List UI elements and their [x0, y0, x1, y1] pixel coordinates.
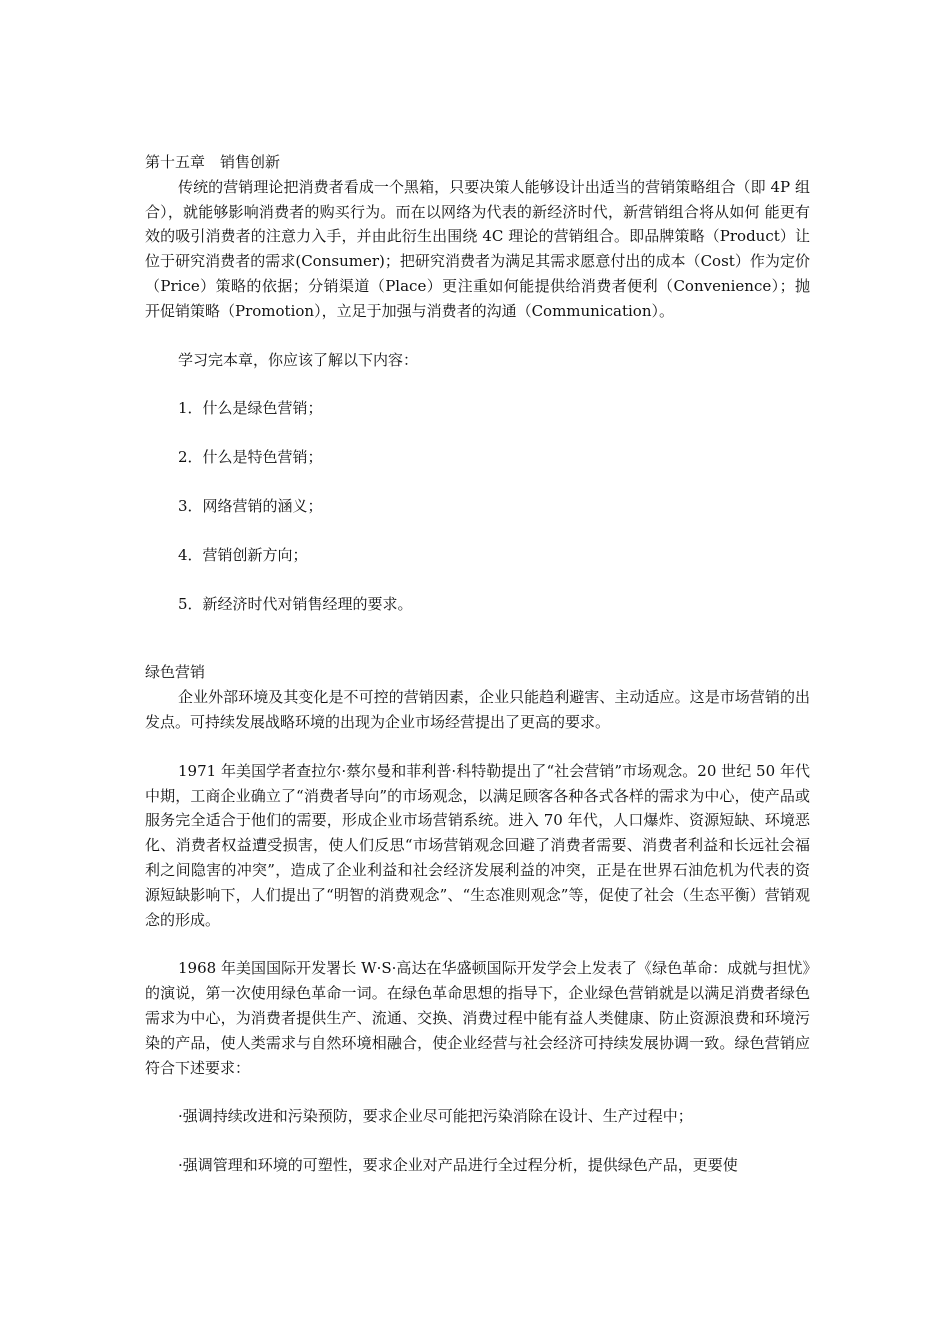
objectives-lead: 学习完本章，你应该了解以下内容： [178, 350, 419, 369]
spacer [145, 1080, 810, 1104]
section-paragraph: 企业外部环境及其变化是不可控的营销因素，企业只能趋利避害、主动适应。这是市场营销的出发点。可持续发展战略环境的出现为企业市场经营提出了更高的要求。 [145, 688, 810, 731]
requirement-item: ·强调持续改进和污染预防，要求企业尽可能把污染消除在设计、生产过程中； [178, 1107, 693, 1126]
spacer [145, 932, 810, 956]
spacer [145, 421, 810, 445]
chapter-title: 第十五章 销售创新 [145, 153, 281, 171]
spacer [145, 519, 810, 543]
section-title: 绿色营销 [145, 663, 206, 682]
requirement-item: ·强调管理和环境的可塑性，要求企业对产品进行全过程分析，提供绿色产品，更要使 [178, 1156, 738, 1175]
objective-item: 4．营销创新方向； [178, 545, 308, 564]
section-paragraph: 1968 年美国国际开发署长 W·S·高达在华盛顿国际开发学会上发表了《绿色革命：成就与担忧》的演说，第一次使用绿色革命一词。在绿色革命思想的指导下，企业绿色营销就是以满足消费者绿色需求为中心，为消费者提供生产、流通、交换、消费过程中能有益人类健康、防止资源浪费和环境污染的产品，使人类需求与自然环境相融合，使企业经营与社会经济可持续发展协调一致。绿色营销应符合下述要求： [145, 959, 810, 1077]
spacer [145, 324, 810, 348]
section-paragraph: 1971 年美国学者查拉尔·蔡尔曼和菲利普·科特勒提出了“社会营销”市场观念。20 世纪 50 年代中期，工商企业确立了“消费者导向”的市场观念，以满足顾客各种各式各样的需求为中心，使产品或服务完全适合于他们的需要，形成企业市场营销系统。进入 70 年代，人口爆炸、资源短缺、环境恶化、消费者权益遭受损害，使人们反思“市场营销观念回避了消费者需要、消费者利益和长远社会福利之间隐害的冲突”，造成了企业利益和社会经济发展利益的冲突，正是在世界石油危机为代表的资源短缺影响下，人们提出了“明智的消费观念”、“生态准则观念”等，促使了社会（生态平衡）营销观念的形成。 [145, 761, 810, 929]
spacer [145, 735, 810, 759]
objective-item: 1．什么是绿色营销； [178, 399, 323, 418]
spacer [145, 372, 810, 396]
spacer [145, 470, 810, 494]
objective-item: 3．网络营销的涵义； [178, 496, 323, 515]
document-page [145, 150, 810, 1178]
spacer [145, 616, 810, 660]
spacer [145, 568, 810, 592]
chapter-intro: 传统的营销理论把消费者看成一个黑箱，只要决策人能够设计出适当的营销策略组合（即 4P 组合），就能够影响消费者的购买行为。而在以网络为代表的新经济时代，新营销组合将从如何 能更有效的吸引消费者的注意力入手，并由此衍生出围绕 4C 理论的营销组合。即品牌策略（Product）让位于研究消费者的需求(Consumer)；把研究消费者为满足其需求愿意付出的成本（Cost）作为定价（Price）策略的依据；分销渠道（Place）更注重如何能提供给消费者便利（Convenience）；抛开促销策略（Promotion），立足于加强与消费者的沟通（Communication）。 [145, 177, 810, 320]
spacer [145, 1129, 810, 1153]
objective-item: 5．新经济时代对销售经理的要求。 [178, 594, 413, 613]
objective-item: 2．什么是特色营销； [178, 448, 323, 467]
